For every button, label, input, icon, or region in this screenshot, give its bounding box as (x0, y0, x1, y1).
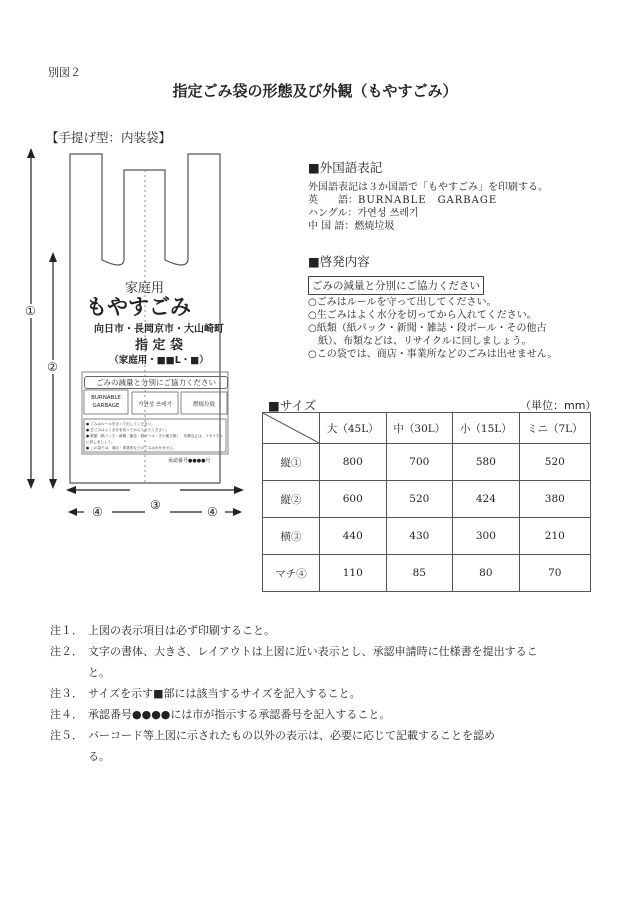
table-row (263, 555, 591, 592)
note (50, 683, 595, 704)
bag-label-top: 家庭用 (125, 281, 165, 296)
bag-small-notes (86, 421, 224, 451)
size-column-header: 中（30L） (386, 413, 453, 444)
foreign-text: 가연성 쓰레기 (357, 208, 419, 219)
awareness-item: ○紙類（紙パック・新聞・雑誌・段ボール・その他古 (308, 323, 547, 334)
bag-cities: 向日市・長岡京市・大山崎町 (94, 324, 224, 335)
row-label: 縦① (263, 444, 320, 481)
dimension-label-1: ① (25, 304, 36, 318)
note-number: 注５． (50, 729, 83, 742)
note-text: 上図の表示項目は必ず印刷すること。 (88, 624, 275, 637)
table-cell: 80 (453, 555, 520, 592)
table-cell: 424 (453, 481, 520, 518)
note (50, 725, 595, 746)
foreign-intro: 外国語表記は３か国語で「もやすごみ」を印刷する。 (308, 182, 548, 193)
size-table-header (263, 413, 591, 444)
foreign-text: BURNABLE GARBAGE (358, 195, 498, 206)
foreign-row (308, 220, 548, 233)
note-text: る。 (88, 750, 110, 763)
note (50, 746, 595, 767)
row-label: 縦② (263, 481, 320, 518)
size-table (262, 412, 591, 592)
note-text: と。 (88, 666, 110, 679)
bag-cooperation: ごみの減量と分別にご協力ください (84, 376, 228, 389)
size-column-header: ミニ（7L） (519, 413, 590, 444)
table-cell: 700 (386, 444, 453, 481)
awareness-heading: ■啓発内容 (308, 254, 370, 269)
note-number: 注１． (50, 624, 83, 637)
note-number (50, 662, 88, 683)
bag-label-main: もやすごみ (86, 295, 191, 319)
awareness-item: ○ごみはルールを守って出してください。 (308, 297, 497, 308)
bag-lang-ko: 가연성 쓰레기 (138, 402, 172, 408)
dimension-label-4-right: ④ (207, 505, 218, 519)
foreign-row (308, 207, 548, 220)
table-cell: 520 (386, 481, 453, 518)
table-row (263, 518, 591, 555)
awareness-item: ○生ごみはよく水分を切ってから入れてください。 (308, 310, 537, 321)
row-label: マチ④ (263, 555, 320, 592)
table-row (263, 481, 591, 518)
bag-small-note: ● 紙類（紙パック・新聞・雑誌・段ボール・その他古紙）、布類などは、リサイクルに回しましょう。 (86, 434, 223, 444)
awareness-section (308, 252, 557, 361)
note-text: バーコード等上図に示されたもの以外の表示は、必要に応じて記載することを認め (88, 729, 495, 742)
foreign-text: 燃焼垃圾 (354, 221, 395, 232)
page-title: 指定ごみ袋の形態及び外観（もやすごみ） (172, 82, 458, 100)
bag-text-layer (20, 140, 255, 525)
bag-approval-number: 承認番号●●●●号 (168, 458, 211, 464)
row-label: 横③ (263, 518, 320, 555)
note-number: 注２． (50, 645, 83, 658)
bag-designated: 指 定 袋 (134, 338, 184, 353)
size-column-header: 大（45L） (320, 413, 387, 444)
table-cell: 430 (386, 518, 453, 555)
foreign-lang: 中 国 語： (308, 221, 355, 232)
table-cell: 440 (320, 518, 387, 555)
awareness-item: 紙）、布類などは、リサイクルに回しましょう。 (308, 336, 532, 347)
size-column-header: 小（15L） (453, 413, 520, 444)
dimension-label-2: ② (47, 360, 58, 374)
table-cell: 600 (320, 481, 387, 518)
bag-small-note: ● ごみはルールを守って出してください。 (86, 422, 155, 426)
note-number (50, 746, 88, 767)
bag-type-label: 【手提げ型：内装袋】 (46, 130, 172, 145)
bag-small-note: ● この袋では、商店・事業所などのごみは出せません。 (86, 446, 177, 450)
size-unit: （単位：mm） (520, 399, 597, 412)
foreign-row (308, 194, 548, 207)
table-cell: 85 (386, 555, 453, 592)
note-text: 承認番号●●●●には市が指示する承認番号を記入すること。 (88, 708, 391, 721)
table-cell: 380 (519, 481, 590, 518)
table-cell: 800 (320, 444, 387, 481)
awareness-item: ○この袋では、商店・事業所などのごみは出せません。 (308, 349, 558, 360)
awareness-box: ごみの減量と分別にご協力ください (308, 276, 484, 295)
foreign-language-section (308, 158, 548, 233)
note-text: サイズを示す■部には該当するサイズを記入すること。 (88, 687, 361, 700)
table-cell: 300 (453, 518, 520, 555)
foreign-lang: ハングル： (308, 208, 358, 219)
notes-section (50, 620, 595, 767)
table-cell: 580 (453, 444, 520, 481)
note (50, 662, 595, 683)
note (50, 641, 595, 662)
note-text: 文字の書体、大きさ、レイアウトは上図に近い表示とし、承認申請時に仕様書を提出するこ (88, 645, 538, 658)
figure-label: 別図２ (48, 66, 81, 79)
size-heading: ■サイズ (268, 398, 317, 413)
table-cell: 210 (519, 518, 590, 555)
dimension-label-3: ③ (150, 498, 161, 512)
note-number: 注３． (50, 687, 83, 700)
table-row (263, 444, 591, 481)
table-cell: 70 (519, 555, 590, 592)
note-number: 注４． (50, 708, 83, 721)
bag-small-note: ● 生ごみはよく水分を切ってから入れてください。 (86, 428, 170, 432)
size-table-corner (263, 413, 320, 444)
bag-lang-zh: 燃焼垃圾 (192, 402, 215, 408)
foreign-heading: ■外国語表記 (308, 160, 383, 175)
table-cell: 110 (320, 555, 387, 592)
note (50, 620, 595, 641)
dimension-label-4-left: ④ (92, 505, 103, 519)
foreign-lang: 英 語： (308, 195, 358, 206)
note (50, 704, 595, 725)
table-cell: 520 (519, 444, 590, 481)
bag-category: （家庭用・■■L・■） (109, 355, 209, 366)
bag-lang-en: BURNABLE GARBAGE (91, 395, 121, 409)
